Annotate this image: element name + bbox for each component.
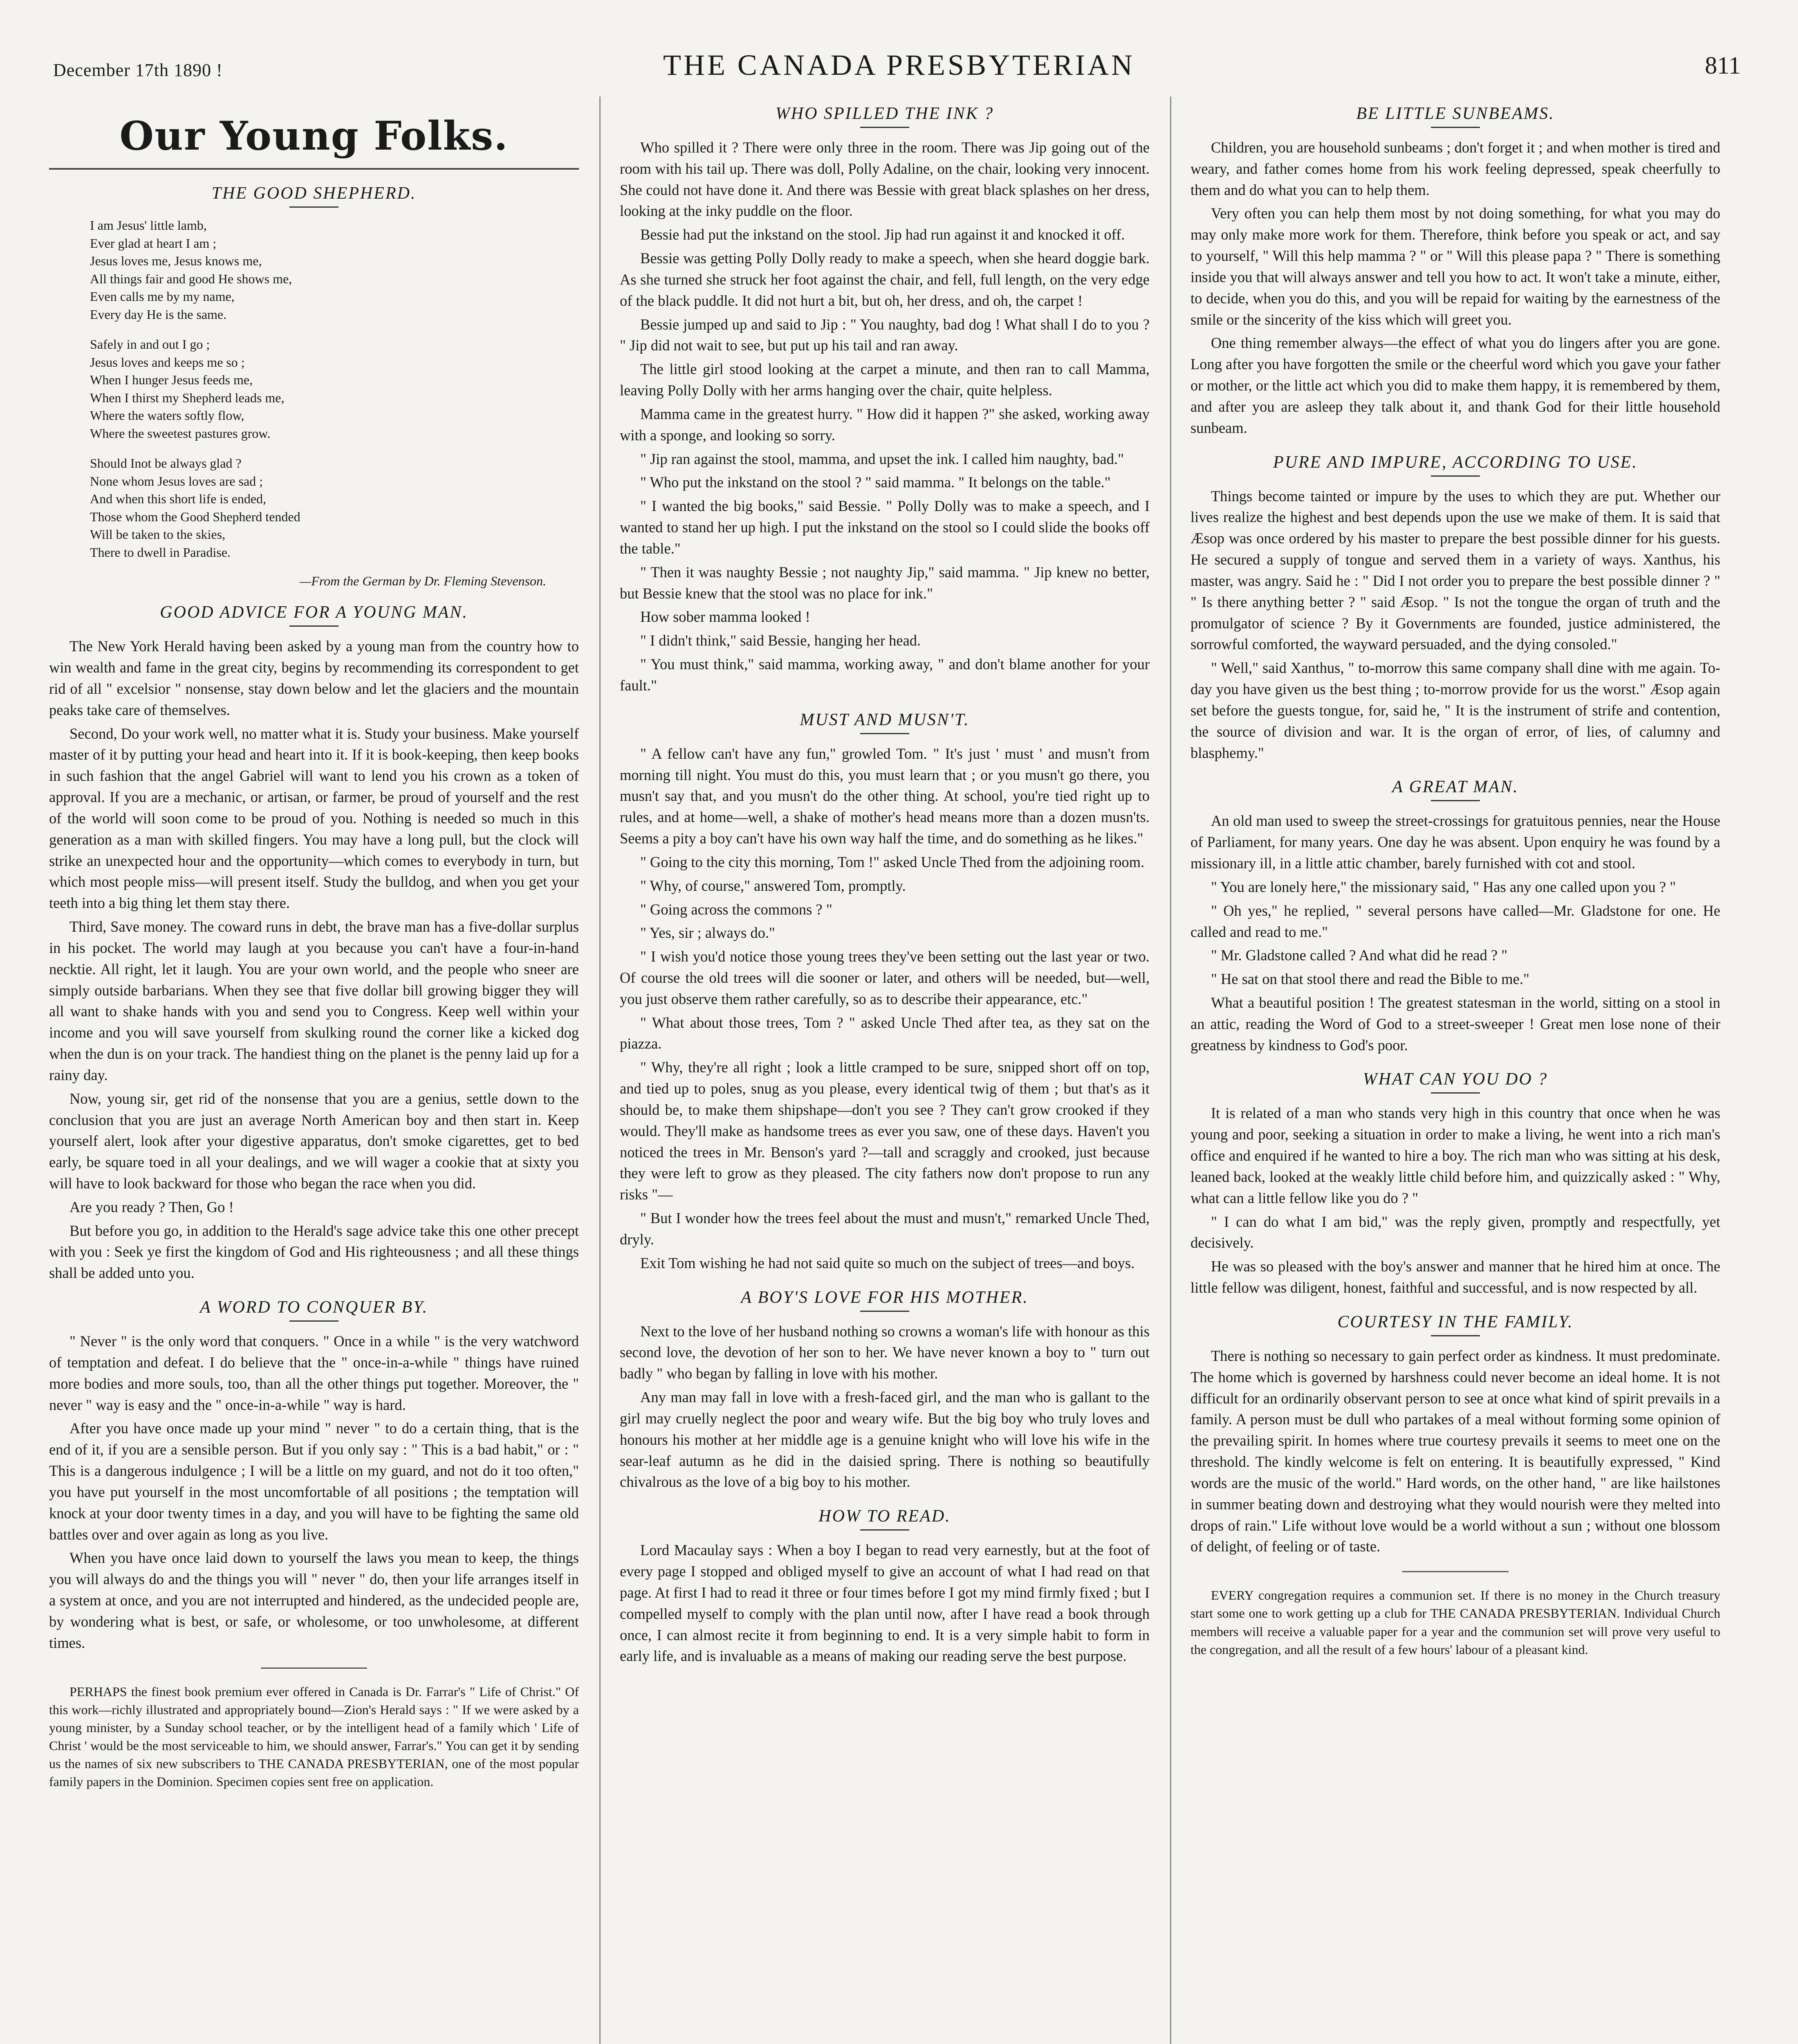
paragraph: When you have once laid down to yourself the laws you mean to keep, the things you will always do and the things you will " never " do, then your life arranges itself in a system at once, and you are not interrupted and hindered, as the undecided people are, by wondering what is best, or safe, or wholesome, or too unwholesome, at different times.	[49, 1549, 579, 1651]
paragraph: " Why, of course," answered Tom, promptly.	[640, 877, 906, 894]
paragraph: He was so pleased with the boy's answer and manner that he hired him at once. The little fellow was diligent, honest, faithful and successful, and is now respected by all.	[1190, 1258, 1720, 1296]
paragraph: Now, young sir, get rid of the nonsense that you are a genius, settle down to the conclusion that you are just an average North American boy and then start in. Keep yourself alert, look after your digestive apparatus, don't smoke cigarettes, get to bed early, be square toed in all your dealings, and we will wager a cookie that at sixty you will have to look backward for those who began the race when you did.	[49, 1090, 579, 1192]
paragraph: " But I wonder how the trees feel about the must and musn't," remarked Uncle Thed, dryly.	[620, 1210, 1150, 1248]
article-word-to-conquer	[49, 1298, 579, 1653]
paragraph: " I wish you'd notice those young trees they've been setting out the last year or two. Of course the old trees will die sooner or later, and others will be needed, but—well, you just observe them rather carefully, so as to describe their appearance, etc."	[620, 948, 1150, 1007]
title-rule	[1431, 1092, 1480, 1094]
title-rule	[1431, 127, 1480, 128]
paragraph: " Jip ran against the stool, mamma, and upset the ink. I called him naughty, bad."	[640, 450, 1124, 467]
paragraph: Bessie had put the inkstand on the stool. Jip had run against it and knocked it off.	[640, 226, 1125, 243]
column-2	[620, 96, 1150, 2044]
communion-set-notice	[1190, 1586, 1720, 1659]
paragraph: " Why, they're all right ; look a little cramped to be sure, snipped short off on top, and tied up to poles, snug as you please, every identical twig of them ; but that's as it should be, to make them shipshape—don't you see ? They can't grow crooked if they would. They'll make as handsome trees as ever you saw, one of these days. Haven't you noticed the trees in Mr. Benson's yard ?—tall and scraggly and crooked, just because they were left to grow as they pleased. The city fathers now don't propose to run any risks "—	[620, 1059, 1150, 1203]
article-title: MUST AND MUSN'T.	[800, 710, 970, 729]
paragraph: " Going to the city this morning, Tom !" asked Uncle Thed from the adjoining room.	[640, 853, 1145, 870]
paragraph: Any man may fall in love with a fresh-faced girl, and the man who is gallant to the girl may cruelly neglect the poor and weary wife. But the big boy who truly loves and honours his mother at her middle age is a genuine knight who will love his wife in the sear-leaf autumn as he did in the daisied spring. There is nothing so beautifully chivalrous as the love of a big boy to his mother.	[620, 1389, 1150, 1490]
article-title: GOOD ADVICE FOR A YOUNG MAN.	[160, 603, 468, 622]
title-rule	[1431, 800, 1480, 801]
title-rule	[860, 1311, 909, 1312]
article-title: THE GOOD SHEPHERD.	[211, 184, 417, 203]
title-rule	[1431, 1335, 1480, 1336]
paragraph: Bessie jumped up and said to Jip : " You naughty, bad dog ! What shall I do to you ? " Jip did not wait to see, but put up his tail and ran away.	[620, 316, 1150, 354]
page-number: 811	[1705, 52, 1741, 79]
paragraph: " Never " is the only word that conquers. " Once in a while " is the very watchword of temptation and defeat. I do believe that the " once-in-a-while " things have ruined more bodies and more souls, too, than all the other things put together. Moreover, the " never " way is easy and the " once-in-a-while " way is hard.	[49, 1333, 579, 1413]
article-boys-love	[620, 1288, 1150, 1493]
paragraph: One thing remember always—the effect of what you do lingers after you are gone. Long after you have forgotten the smile or the cheerful word which you gave your father or mother, or the little act which you did to make them happy, it is remembered by them, and after you are asleep they talk about it, and thank God for their little household sunbeam.	[1190, 334, 1720, 436]
divider-rule	[1402, 1571, 1509, 1572]
poem-line: Every day He is the same.	[90, 307, 227, 322]
paragraph: What a beautiful position ! The greatest statesman in the world, sitting on a stool in an attic, reading the Word of God to a street-sweeper ! Great men lose none of their greatness by kindness to God's poor.	[1190, 994, 1720, 1053]
poem	[90, 217, 579, 561]
title-rule	[860, 733, 909, 734]
paragraph: There is nothing so necessary to gain perfect order as kindness. It must predominate. The home which is governed by harshness could never become an ideal home. It is not difficult for an ordinarily observant person to see at once what kind of spirit prevails in a family. A person must be dull who partakes of a meal without forming some opinion of the prevailing spirit. In homes where true courtesy prevails it seems to meet one on the threshold. The kindly welcome is felt on entering. It is beautifully expressed, " Kind words are the music of the world." Hard words, on the other hand, " are like hailstones in summer beating down and destroying what they would nourish were they melted into drops of rain." Life without love would be a world without a sun ; without one blossom of delight, of feeling or of taste.	[1190, 1347, 1720, 1555]
column-divider	[1170, 96, 1171, 2044]
paragraph: " You must think," said mamma, working away, " and don't blame another for your fault."	[620, 656, 1150, 694]
column-1	[49, 96, 579, 2044]
paragraph: Things become tainted or impure by the uses to which they are put. Whether our lives realize the highest and best depends upon the use we make of them. It is said that Æsop was once ordered by his master to prepare the best possible dinner for his guests. He secured a supply of tongue and served them in a variety of ways. Xanthus, his master, was angry. Said he : " Did I not order you to prepare the best possible dinner ? " " Is there anything better ? " said Æsop. " Is not the tongue the organ of truth and the promulgator of science ? By it Governments are founded, justice administered, the sorrowful comforted, the wayward persuaded, and the dying consoled."	[1190, 487, 1720, 653]
poem-line: When I hunger Jesus feeds me,	[90, 372, 253, 388]
paragraph: But before you go, in addition to the Herald's sage advice take this one other precept with you : Seek ye first the kingdom of God and His righteousness ; and all these things shall be added unto you.	[49, 1222, 579, 1282]
article-what-can-you-do	[1190, 1069, 1720, 1298]
paragraph: It is related of a man who stands very high in this country that once when he was young and poor, seeking a situation in order to make a living, he went into a rich man's office and enquired if he wanted to hire a boy. The rich man who was sitting at his desk, leaned back, looked at the weakly little child before him, and quizzically asked : " Why, what can a little fellow like you do ? "	[1190, 1105, 1720, 1206]
premium-notice	[49, 1683, 579, 1791]
article-must-and-musnt	[620, 710, 1150, 1274]
poem-line: Jesus loves me, Jesus knows me,	[90, 253, 262, 269]
column-3	[1190, 96, 1720, 2044]
article-title: PURE AND IMPURE, ACCORDING TO USE.	[1273, 453, 1638, 472]
poem-line: When I thirst my Shepherd leads me,	[90, 390, 285, 405]
article-courtesy-in-the-family	[1190, 1312, 1720, 1557]
poem-line: Those whom the Good Shepherd tended	[90, 509, 300, 524]
poem-line: I am Jesus' little lamb,	[90, 218, 207, 233]
article-a-great-man	[1190, 777, 1720, 1056]
article-be-little-sunbeams	[1190, 104, 1720, 439]
article-title: COURTESY IN THE FAMILY.	[1337, 1312, 1574, 1331]
article-good-shepherd	[49, 184, 579, 589]
article-pure-and-impure	[1190, 453, 1720, 764]
title-rule	[1431, 475, 1480, 477]
title-rule	[289, 1320, 339, 1322]
title-rule	[289, 625, 339, 627]
title-rule	[860, 1529, 909, 1531]
paragraph: Children, you are household sunbeams ; don't forget it ; and when mother is tired and weary, and father comes home from his work feeling depressed, speak cheerfully to them and do what you can to help them.	[1190, 139, 1720, 198]
section-title: Our Young Folks.	[119, 113, 509, 159]
paragraph: Mamma came in the greatest hurry. " How did it happen ?" she asked, working away with a sponge, and looking so sorry.	[620, 405, 1150, 444]
paragraph: " A fellow can't have any fun," growled Tom. " It's just ' must ' and musn't from morning till night. You must do this, you must learn that ; or you musn't go there, you musn't say that, and you musn't do the other thing. At school, you're tied right up to rules, and at home—well, a shake of mother's head means more than a dozen musn'ts. Seems a pity a boy can't have his own way half the time, and do something as he likes."	[620, 745, 1150, 847]
paragraph: " He sat on that stool there and read the Bible to me."	[1211, 970, 1529, 988]
poem-line: All things fair and good He shows me,	[90, 271, 292, 286]
poem-line: Will be taken to the skies,	[90, 527, 226, 542]
paragraph: Exit Tom wishing he had not said quite so much on the subject of trees—and boys.	[640, 1254, 1135, 1271]
paragraph: " You are lonely here," the missionary said, " Has any one called upon you ? "	[1211, 878, 1676, 895]
paragraph: Lord Macaulay says : When a boy I began to read very earnestly, but at the foot of every page I stopped and obliged myself to give an account of what I had read on that page. At first I had to read it three or four times before I got my mind firmly fixed ; but I compelled myself to comply with the plan until now, after I have read a book through once, I can almost recite it from beginning to end. It is a very simple habit to form in early life, and is invaluable as a means of making our reading serve the best purpose.	[620, 1542, 1150, 1665]
paragraph: Third, Save money. The coward runs in debt, the brave man has a five-dollar surplus in his pocket. The world may laugh at you because you can't have a four-in-hand necktie. All right, let it laugh. You are your own world, and the people who sneer are simply outside barbarians. When they see that five dollar bill growing bigger they will all want to shake hands with you and send you to Congress. Keep well within your income and you will save yourself from skulking round the corner like a kicked dog when the dun is on your track. The handiest thing on the planet is the penny laid up for a rainy day.	[49, 918, 579, 1083]
notice-text: PERHAPS the finest book premium ever offered in Canada is Dr. Farrar's " Life of Christ." Of this work—richly illustrated and appropriately bound—Zion's Herald says : " If we were asked by a young minister, by a Sunday school teacher, or by the intelligent head of a family which ' Life of Christ ' would be the most serviceable to him, we should answer, Farrar's." You can get it by sending us the names of six new subscribers to THE CANADA PRESBYTERIAN, one of the most popular family papers in the Dominion. Specimen copies sent free on application.	[49, 1684, 579, 1789]
poem-line: And when this short life is ended,	[90, 491, 267, 507]
poem-stanza	[90, 217, 579, 323]
paragraph: Who spilled it ? There were only three in the room. There was Jip going out of the room with his tail up. There was doll, Polly Adaline, on the chair, looking very innocent. She could not have done it. And there was Bessie with great black splashes on her dress, looking at the inky puddle on the floor.	[620, 139, 1150, 220]
poem-line: Ever glad at heart I am ;	[90, 235, 217, 251]
notice-text: EVERY congregation requires a communion set. If there is no money in the Church treasury start some one to work getting up a club for THE CANADA PRESBYTERIAN. Individual Church members will receive a valuable paper for a year and the communion set will prove very useful to the congregation, and all the result of a few hours' labour of a pleasant kind.	[1190, 1588, 1720, 1657]
article-title: A WORD TO CONQUER BY.	[200, 1298, 428, 1317]
paragraph: " Yes, sir ; always do."	[640, 924, 775, 941]
paragraph: " I can do what I am bid," was the reply given, promptly and respectfully, yet decisively.	[1190, 1213, 1720, 1251]
paragraph: " What about those trees, Tom ? " asked Uncle Thed after tea, as they sat on the piazza.	[620, 1014, 1150, 1052]
poem-attribution: —From the German by Dr. Fleming Stevenson.	[299, 574, 546, 589]
paragraph: Are you ready ? Then, Go !	[69, 1198, 234, 1215]
paper-title: THE CANADA PRESBYTERIAN	[663, 49, 1135, 81]
poem-line: None whom Jesus loves are sad ;	[90, 473, 263, 489]
section-rule	[49, 168, 579, 170]
paragraph: After you have once made up your mind " never " to do a certain thing, that is the end of it, if you are a sensible person. But if you only say : " This is a bad habit," or : " This is a dangerous indulgence ; I will be a little on my guard, and not do it too often," you have put yourself in the most uncomfortable of all positions ; the temptation will knock at your door twenty times in a day, and you will have to be fighting the same old battles over and over again as long as you live.	[49, 1420, 579, 1543]
paragraph: Second, Do your work well, no matter what it is. Study your business. Make yourself master of it by putting your head and heart into it. If it is book-keeping, then keep books in such fashion that the angel Gabriel will want to lend you his crown as a token of approval. If you are a mechanic, or artisan, or farmer, be proud of yourself and the rest of the world will soon come to be proud of you. Nothing is needed so much in this generation as a man with skilled fingers. You may have a long pull, but the clock will strike an unexpected hour and the opportunity—which comes to everybody in turn, but which most people miss—will present itself. Study the bulldog, and when you get your teeth into a big thing let them stay there.	[49, 725, 579, 912]
title-rule	[289, 206, 339, 208]
title-rule	[860, 127, 909, 128]
article-good-advice	[49, 603, 579, 1284]
poem-stanza	[90, 336, 579, 442]
article-title: WHO SPILLED THE INK ?	[775, 104, 994, 123]
article-title: A BOY'S LOVE FOR HIS MOTHER.	[741, 1288, 1029, 1307]
paragraph: Next to the love of her husband nothing so crowns a woman's life with honour as this second love, the devotion of her son to her. We have never known a boy to " turn out badly " who began by falling in love with his mother.	[620, 1322, 1150, 1382]
paragraph: " Oh yes," he replied, " several persons have called—Mr. Gladstone for one. He called and read to me."	[1190, 902, 1720, 940]
paragraph: " I didn't think," said Bessie, hanging her head.	[640, 632, 921, 649]
poem-line: Should Inot be always glad ?	[90, 456, 242, 471]
paragraph: " Then it was naughty Bessie ; not naughty Jip," said mamma. " Jip knew no better, but Bessie knew that the stool was no place for ink."	[620, 563, 1150, 602]
issue-date: December 17th 1890 !	[53, 60, 223, 80]
article-title: HOW TO READ.	[818, 1507, 951, 1526]
paragraph: An old man used to sweep the street-crossings for gratuitous pennies, near the House of Parliament, for many years. One day he was absent. Upon enquiry he was found by a missionary ill, in a little attic chamber, barely furnished with cot and stool.	[1190, 812, 1720, 872]
poem-line: Even calls me by my name,	[90, 289, 235, 304]
paragraph: " Going across the commons ? "	[640, 901, 832, 918]
article-title: A GREAT MAN.	[1392, 778, 1519, 797]
paragraph: " Who put the inkstand on the stool ? " said mamma. " It belongs on the table."	[640, 474, 1111, 491]
paragraph: The New York Herald having been asked by a young man from the country how to win wealth and fame in the great city, begins by recommending its correspondent to get rid of all " excelsior " nonsense, stay down below and let the glaciers and the mountain peaks take care of themselves.	[49, 638, 579, 718]
poem-line: There to dwell in Paradise.	[90, 545, 231, 560]
paragraph: " I wanted the big books," said Bessie. " Polly Dolly was to make a speech, and I wanted to stand her up high. I put the inkstand on the stool so I could slide the books off the table."	[620, 498, 1150, 557]
poem-line: Where the sweetest pastures grow.	[90, 426, 271, 441]
paragraph: " Well," said Xanthus, " to-morrow this same company shall dine with me again. To-day you have given us the best thing ; to-morrow provide for us the worst." Æsop again set before the guests tongue, for, said he, " It is the instrument of strife and contention, the source of division and war. It is the organ of error, of lies, of calumny and blasphemy."	[1190, 659, 1720, 761]
paragraph: " Mr. Gladstone called ? And what did he read ? "	[1211, 947, 1508, 964]
article-title: BE LITTLE SUNBEAMS.	[1356, 104, 1555, 123]
poem-line: Jesus loves and keeps me so ;	[90, 354, 245, 370]
paragraph: The little girl stood looking at the carpet a minute, and then ran to call Mamma, leaving Polly Dolly with her arms hanging over the chair, quite helpless.	[620, 361, 1150, 399]
paragraph: Bessie was getting Polly Dolly ready to make a speech, when she heard doggie bark. As she turned she struck her foot against the chair, and fell, full length, on the very edge of the black puddle. It did not hurt a bit, but oh, her dress, and oh, the carpet !	[620, 250, 1150, 309]
column-divider	[599, 96, 601, 2044]
article-how-to-read	[620, 1506, 1150, 1667]
poem-line: Where the waters softly flow,	[90, 408, 244, 423]
masthead	[49, 44, 1749, 89]
article-title: WHAT CAN YOU DO ?	[1363, 1070, 1548, 1089]
poem-line: Safely in and out I go ;	[90, 337, 210, 352]
article-who-spilled-the-ink	[620, 104, 1150, 696]
poem-stanza	[90, 455, 579, 561]
paragraph: How sober mamma looked !	[640, 608, 810, 625]
divider-rule	[261, 1667, 367, 1669]
paragraph: Very often you can help them most by not doing something, for what you may do may only make more work for them. Therefore, think before you speak or act, and say to yourself, " Will this help mamma ? " or " Will this please papa ? " There is something inside you that will always answer and tell you how to act. It won't take a minute, either, to decide, when you do this, and you will be repaid for waiting by the earnestness of the smile or the sincerity of the kiss which will greet you.	[1190, 205, 1720, 328]
